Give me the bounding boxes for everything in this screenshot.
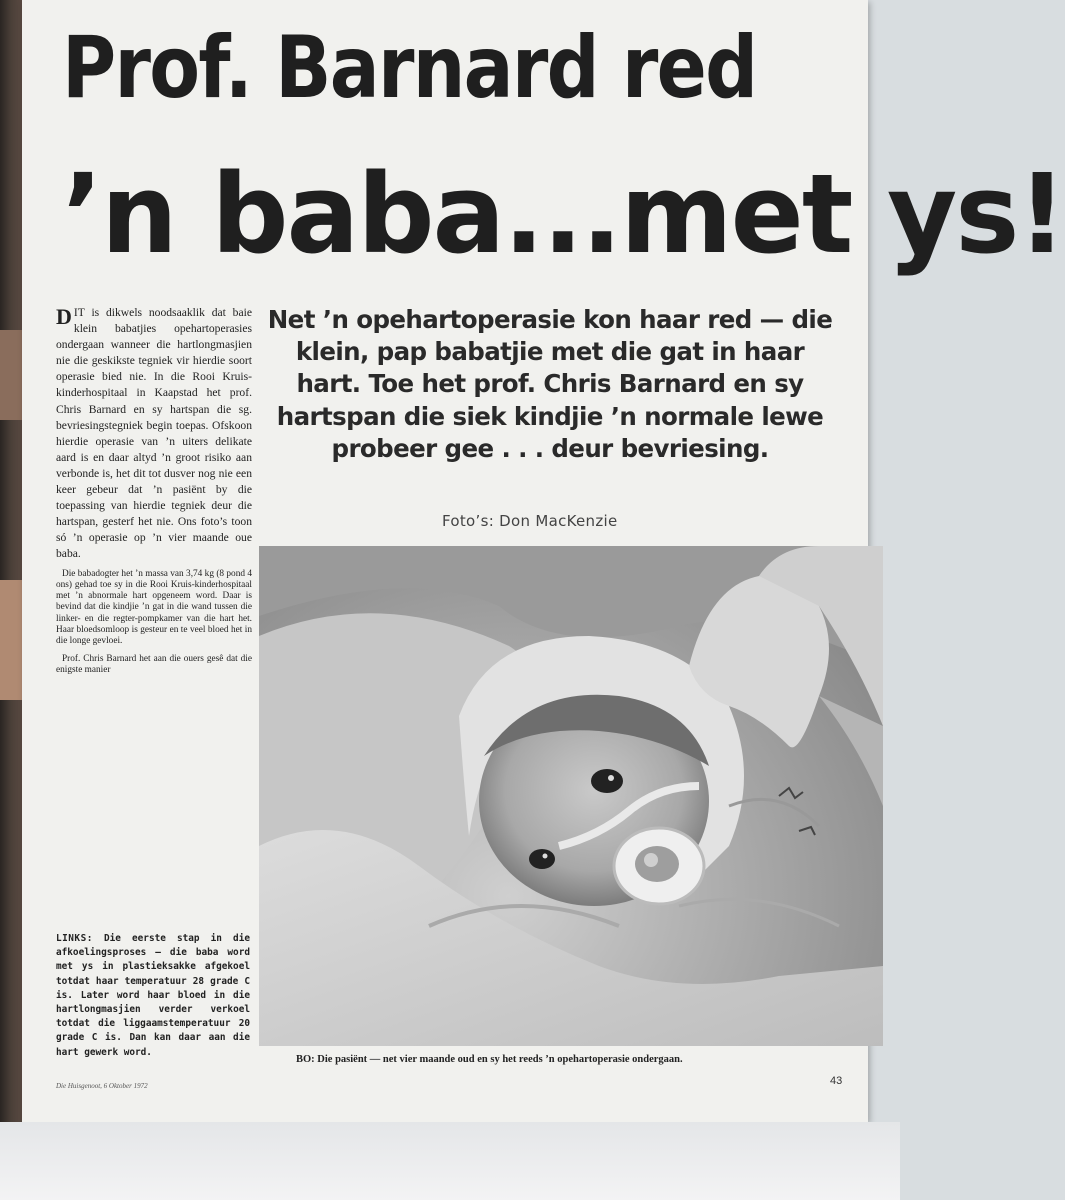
magazine-spine [0,0,22,1125]
publication-footer: Die Huisgenoot, 6 Oktober 1972 [56,1082,148,1090]
baby-photo-illustration [259,546,883,1046]
spine-photo-edge [0,330,22,420]
headline-line-2: ’n baba...met ys! [62,150,1065,278]
article-paragraph-2: Die babadogter het ’n massa van 3,74 kg (8 pond 4 ons) gehad toe sy in die Rooi Kruis-kinderhospitaal met ’n abnormale hart opgeneem word. Daar is bevind dat die kindjie ’n gat in die wand tussen die linker- en die regter-pompkamer van die hart het. Haar bloedsomloop is gesteur en te veel bloed het in die longe gevloei. [56,568,252,647]
baby-photo [259,546,883,1046]
magazine-page [22,0,1065,1122]
drop-cap: D [56,304,72,329]
table-surface [0,1122,900,1200]
page-number: 43 [830,1075,843,1087]
article-body-column [56,305,252,676]
article-dek: Net ’n opehartoperasie kon haar red — die klein, pap babatjie met die gat in haar hart. Toe het prof. Chris Barnard en sy hartspan die siek kindjie ’n normale lewe probeer gee . . . deur bevriesing. [267,305,833,463]
caption-left-lead: LINKS: [56,933,93,944]
photo-caption: BO: Die pasiënt — net vier maande oud en sy het reeds ’n opehartoperasie ondergaan. [296,1054,683,1065]
article-intro-text: IT is dikwels noodsaaklik dat baie klein babatjies opehartoperasies ondergaan wanneer die hartlongmasjien nie die geskikste tegniek vir hierdie soort operasie bied nie. In die Rooi Kruis-kinderhospitaal in Kaapstad het prof. Chris Barnard en sy hartspan die sg. bevriesingstegniek begin toepas. Ofskoon hierdie operasie van ’n uiters delikate aard is en daar altyd ’n groot risiko aan verbonde is, het dit tot dusver nog nie een keer gebeur dat ’n pasiënt by die toepassing van hierdie tegniek deur die hartspan, gesterf het nie. Ons foto’s toon só ’n operasie op ’n vier maande oue baba. [56,306,252,561]
article-intro-paragraph [56,305,252,563]
photo-credit: Foto’s: Don MacKenzie [442,512,618,530]
caption-left-text: Die eerste stap in die afkoelingsproses — die baba word met ys in plastieksakke afgekoel totdat haar temperatuur 28 grade C is. Later word haar bloed in die hartlongmasjien verder verkoel totdat die liggaamstemperatuur 20 grade C is. Dan kan daar aan die hart gewerk word. [56,933,250,1058]
spine-photo-edge [0,580,22,700]
article-paragraph-3: Prof. Chris Barnard het aan die ouers gesê dat die enigste manier [56,653,252,675]
caption-left [56,932,250,1060]
headline-line-1: Prof. Barnard red [62,18,757,118]
